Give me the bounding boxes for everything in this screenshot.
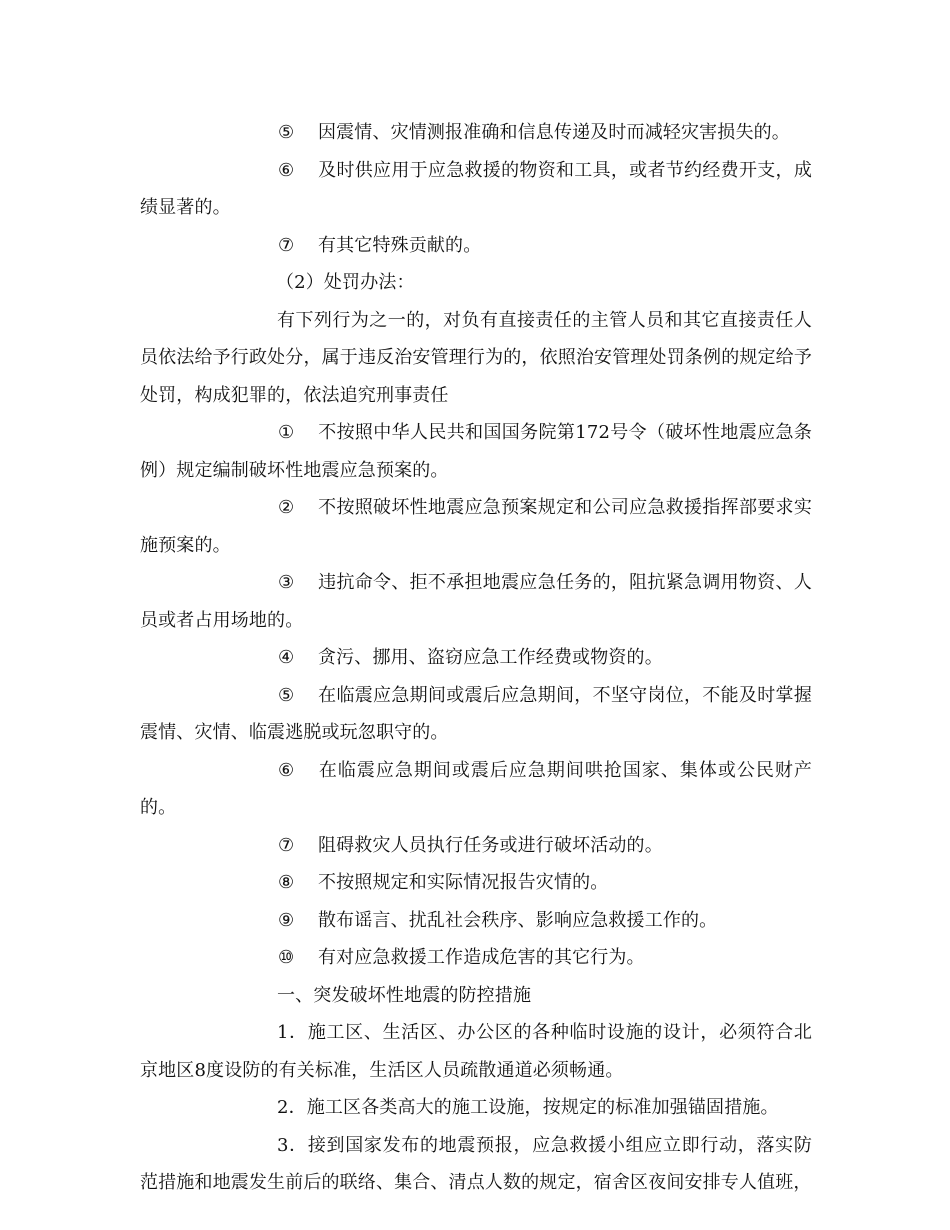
item-number: ② [278, 497, 295, 518]
paragraph [140, 677, 812, 752]
paragraph-text: 1．施工区、生活区、办公区的各种临时设施的设计，必须符合北京地区8度设防的有关标准，生活区人员疏散通道必须畅通。 [140, 1022, 812, 1081]
paragraph [140, 414, 812, 489]
item-number: ⑩ [278, 947, 295, 968]
paragraph [140, 902, 812, 940]
paragraph-text: 有其它特殊贡献的。 [318, 234, 482, 256]
paragraph [140, 114, 812, 152]
item-number: ④ [278, 647, 295, 668]
paragraph-text: 3．接到国家发布的地震预报，应急救援小组应立即行动，落实防范措施和地震发生前后的联络、集合、清点人数的规定，宿舍区夜间安排专人值班， [140, 1134, 812, 1193]
paragraph-text: 在临震应急期间或震后应急期间，不坚守岗位，不能及时掌握震情、灾情、临震逃脱或玩忽职守的。 [140, 684, 812, 743]
paragraph [140, 489, 812, 564]
item-number: ⑤ [278, 684, 295, 706]
paragraph [140, 1127, 812, 1202]
item-number: ⑦ [278, 834, 295, 856]
paragraph-text: 在临震应急期间或震后应急期间哄抢国家、集体或公民财产的。 [140, 759, 812, 818]
paragraph [140, 564, 812, 639]
paragraph-text: 违抗命令、拒不承担地震应急任务的，阻抗紧急调用物资、人员或者占用场地的。 [140, 572, 812, 631]
paragraph-text: 不按照规定和实际情况报告灾情的。 [318, 872, 609, 893]
paragraph-text: 2．施工区各类高大的施工设施，按规定的标准加强锚固措施。 [277, 1097, 779, 1118]
item-number: ⑦ [278, 234, 295, 256]
paragraph [140, 639, 812, 677]
paragraph-text: 有对应急救援工作造成危害的其它行为。 [318, 947, 645, 968]
paragraph-text: 不按照破坏性地震应急预案规定和公司应急救援指挥部要求实施预案的。 [140, 497, 812, 556]
paragraph [140, 152, 812, 227]
item-number: ③ [278, 572, 295, 593]
item-number: ⑨ [278, 909, 295, 931]
paragraph [140, 1014, 812, 1089]
paragraph-text: 因震情、灾情测报准确和信息传递及时而减轻灾害损失的。 [318, 122, 790, 143]
paragraph-text: （2）处罚办法： [276, 272, 415, 293]
paragraph [140, 939, 812, 977]
item-number: ⑤ [278, 122, 295, 143]
item-number: ⑧ [278, 872, 295, 893]
paragraph-text: 及时供应用于应急救援的物资和工具，或者节约经费开支，成绩显著的。 [140, 159, 812, 218]
paragraph [140, 864, 812, 902]
paragraph [140, 752, 812, 827]
paragraph [140, 227, 812, 265]
item-number: ⑥ [278, 159, 295, 181]
paragraph-text: 散布谣言、扰乱社会秩序、影响应急救援工作的。 [318, 909, 718, 931]
paragraph [140, 827, 812, 865]
paragraph-text: 不按照中华人民共和国国务院第172号令（破坏性地震应急条例）规定编制破坏性地震应急预案的。 [140, 422, 812, 481]
document-page [140, 114, 812, 1202]
item-number: ⑥ [278, 759, 295, 781]
paragraph-text: 阻碍救灾人员执行任务或进行破坏活动的。 [318, 834, 663, 856]
paragraph [140, 1089, 812, 1127]
paragraph-text: 贪污、挪用、盗窃应急工作经费或物资的。 [318, 647, 663, 668]
item-number: ① [278, 422, 295, 443]
paragraph-text: 有下列行为之一的，对负有直接责任的主管人员和其它直接责任人员依法给予行政处分，属于违反治安管理行为的，依照治安管理处罚条例的规定给予处罚，构成犯罪的，依法追究刑事责任 [140, 309, 812, 406]
paragraph-text: 一、突发破坏性地震的防控措施 [277, 984, 532, 1006]
section-heading [140, 977, 812, 1015]
section-subheading [140, 264, 812, 302]
paragraph [140, 302, 812, 415]
